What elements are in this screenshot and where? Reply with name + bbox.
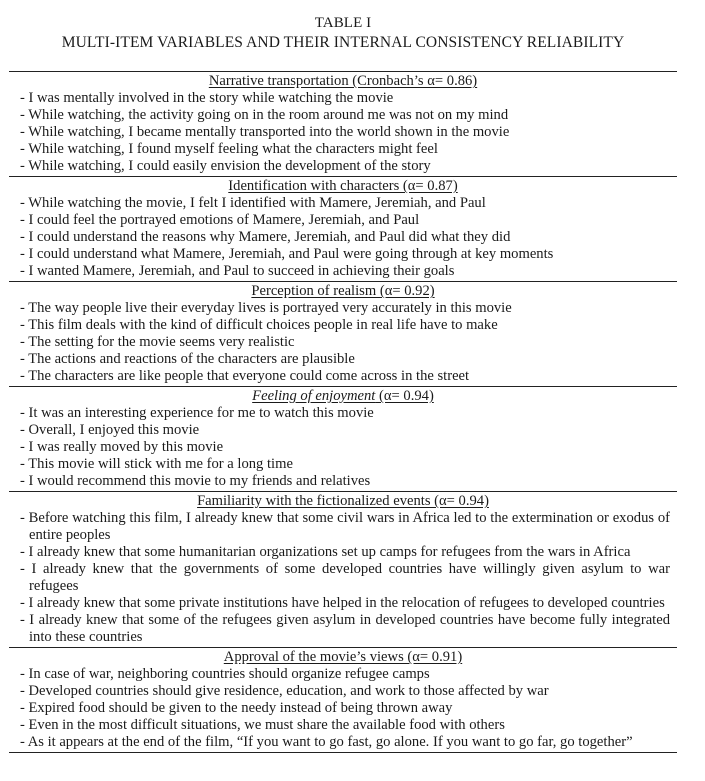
reliability-table xyxy=(9,71,677,753)
list-item: - I was mentally involved in the story while watching the movie xyxy=(20,90,394,106)
list-item: - Before watching this film, I already knew that some civil wars in Africa led to the extermination or exodus of entire peoples xyxy=(20,510,670,543)
list-item: - I could understand the reasons why Mamere, Jeremiah, and Paul did what they did xyxy=(20,229,511,245)
section-heading-text: Approval of the movie’s views (α= 0.91) xyxy=(223,649,463,665)
table-caption xyxy=(9,14,677,52)
list-item: - I was really moved by this movie xyxy=(20,439,224,455)
section-heading xyxy=(9,73,677,90)
section-approval-of-views xyxy=(9,648,677,753)
table-label: TABLE I xyxy=(314,15,372,31)
section-heading-italic: Feeling of enjoyment xyxy=(252,388,376,404)
list-item: - I already knew that some humanitarian organizations set up camps for refugees from the wars in Africa xyxy=(20,544,631,560)
list-item: - While watching the movie, I felt I identified with Mamere, Jeremiah, and Paul xyxy=(20,195,486,211)
list-item: - While watching, I found myself feeling what the characters might feel xyxy=(20,141,438,157)
list-item: - While watching, the activity going on in the room around me was not on my mind xyxy=(20,107,509,123)
list-item: - While watching, I could easily envision the development of the story xyxy=(20,158,431,174)
section-perception-of-realism xyxy=(9,282,677,387)
list-item: - Even in the most difficult situations, we must share the available food with others xyxy=(20,717,505,733)
section-heading-text: Identification with characters (α= 0.87) xyxy=(228,178,458,194)
list-item: - This film deals with the kind of difficult choices people in real life have to make xyxy=(20,317,498,333)
list-item: - In case of war, neighboring countries should organize refugee camps xyxy=(20,666,430,682)
list-item: - I already knew that some of the refugees given asylum in developed countries have become fully integrated into these countries xyxy=(20,612,670,645)
list-item: - The setting for the movie seems very realistic xyxy=(20,334,295,350)
list-item: - While watching, I became mentally transported into the world shown in the movie xyxy=(20,124,510,140)
section-narrative-transportation xyxy=(9,72,677,177)
list-item: - The characters are like people that everyone could come across in the street xyxy=(20,368,470,384)
section-heading xyxy=(9,388,677,405)
list-item: - The way people live their everyday lives is portrayed very accurately in this movie xyxy=(20,300,512,316)
list-item: - I could feel the portrayed emotions of Mamere, Jeremiah, and Paul xyxy=(20,212,420,228)
list-item: - Expired food should be given to the needy instead of being thrown away xyxy=(20,700,453,716)
section-heading-text: Familiarity with the fictionalized events (α= 0.94) xyxy=(197,493,489,509)
list-item: - I could understand what Mamere, Jeremiah, and Paul were going through at key moments xyxy=(20,246,554,262)
section-familiarity-with-events xyxy=(9,492,677,648)
list-item: - It was an interesting experience for me to watch this movie xyxy=(20,405,374,421)
list-item: - Developed countries should give residence, education, and work to those affected by war xyxy=(20,683,549,699)
section-heading xyxy=(9,283,677,300)
list-item: - This movie will stick with me for a long time xyxy=(20,456,293,472)
section-heading-text: Perception of realism (α= 0.92) xyxy=(251,283,435,299)
list-item: - As it appears at the end of the film, “If you want to go fast, go alone. If you want to go far, go together” xyxy=(20,734,633,750)
list-item: - I already knew that some private institutions have helped in the relocation of refugees to developed countries xyxy=(20,595,665,611)
section-heading-text: (α= 0.94) xyxy=(375,388,434,404)
section-heading xyxy=(9,649,677,666)
section-feeling-of-enjoyment xyxy=(9,387,677,492)
table-title: MULTI-ITEM VARIABLES AND THEIR INTERNAL CONSISTENCY RELIABILITY xyxy=(61,34,625,51)
section-heading xyxy=(9,493,677,510)
list-item: - Overall, I enjoyed this movie xyxy=(20,422,200,438)
list-item: - I already knew that the governments of some developed countries have willingly given asylum to war refugees xyxy=(20,561,670,594)
list-item: - The actions and reactions of the characters are plausible xyxy=(20,351,355,367)
section-identification-with-characters xyxy=(9,177,677,282)
list-item: - I wanted Mamere, Jeremiah, and Paul to succeed in achieving their goals xyxy=(20,263,455,279)
section-heading xyxy=(9,178,677,195)
section-heading-text: Narrative transportation (Cronbach’s α= 0.86) xyxy=(208,73,478,89)
list-item: - I would recommend this movie to my friends and relatives xyxy=(20,473,371,489)
